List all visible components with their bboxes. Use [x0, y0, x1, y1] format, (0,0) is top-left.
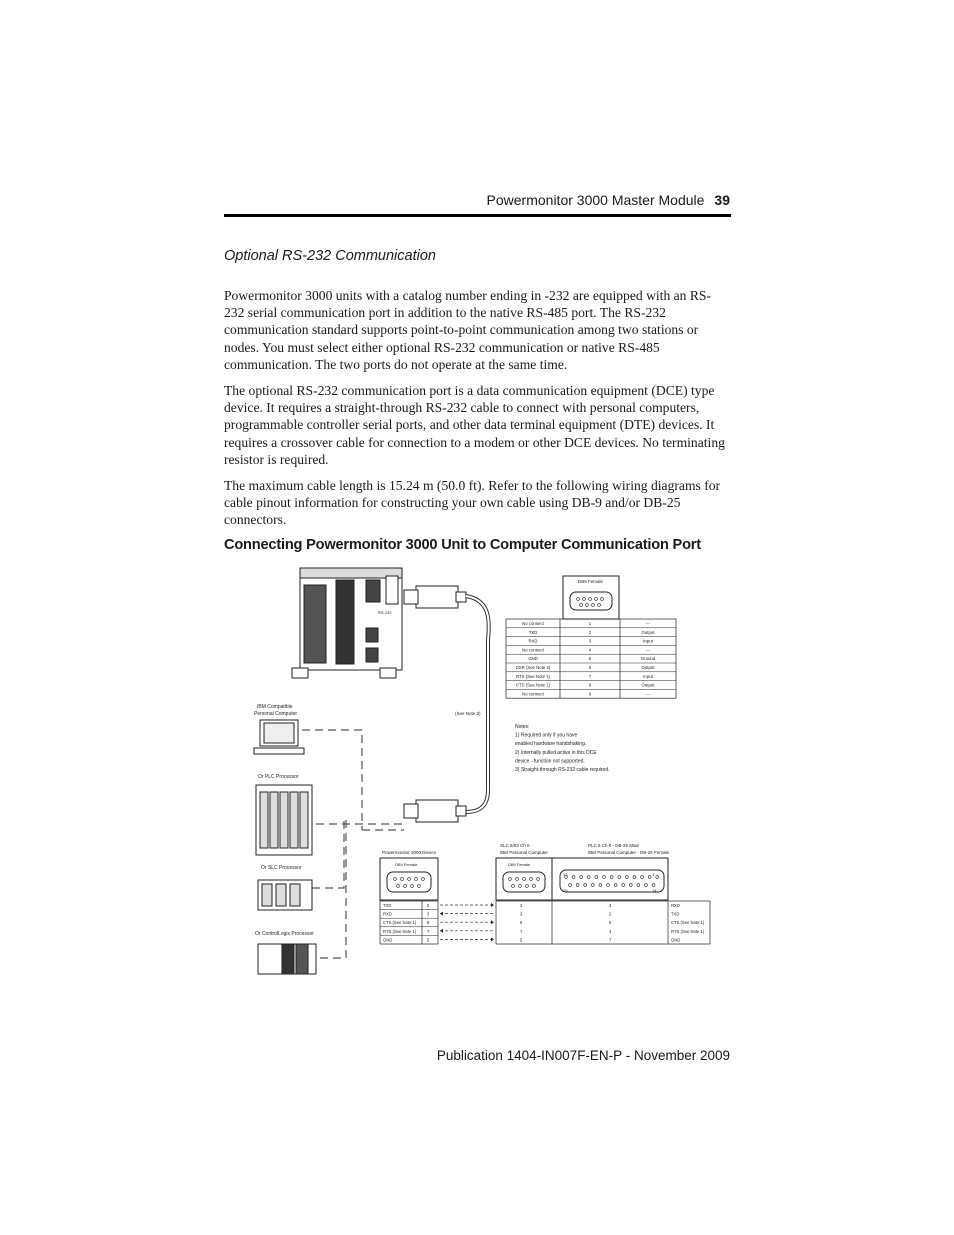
pm3000-pin: 2 — [427, 903, 430, 908]
plc-processor-icon — [256, 785, 312, 855]
db9-pin: 8 — [588, 682, 592, 688]
mid-pin: 5 — [520, 937, 523, 943]
db9-direction: --- — [645, 691, 651, 697]
wire-arrow — [491, 937, 494, 941]
db9-direction: Ground — [640, 656, 656, 662]
plc5-caption: PLC 5 Ch 0 - DB-25 Male — [588, 843, 640, 848]
note-line: 1) Required only if you have — [515, 732, 578, 739]
mid-db9-label: DB9 Female — [508, 862, 531, 867]
db25-pin-14: 14 — [652, 888, 657, 893]
section-title: Optional RS-232 Communication — [224, 248, 436, 264]
db25-signal: TXD — [671, 911, 680, 917]
pm3000-pin: 7 — [427, 928, 430, 934]
top-cable-connector — [404, 586, 466, 608]
db25-signal: CTS (See Note 1) — [671, 920, 705, 926]
db9-top-title: DB9 Female — [578, 579, 604, 584]
note-line: device - function not supported. — [515, 758, 585, 765]
paragraph-3: The maximum cable length is 15.24 m (50.0 ft). Refer to the following wiring diagrams for cable pinout information for constructing your own cable using DB-9 and/or DB-25 connectors. — [224, 478, 721, 528]
rs232-port-label: RS-232 — [378, 610, 392, 615]
pm3000-signal: CTS (See Note 1) — [383, 920, 417, 926]
mid-pin: 2 — [520, 903, 523, 908]
powermonitor-module — [292, 568, 402, 678]
slc-processor-icon — [258, 880, 312, 910]
mid-pin: 7 — [520, 928, 523, 934]
db9-direction: Input — [643, 638, 653, 644]
db25-pin: 3 — [609, 903, 612, 908]
pm3000-caption: Powermonitor 3000 Device — [382, 850, 437, 855]
db25-pin: 5 — [609, 920, 612, 926]
db9-pin: 2 — [588, 629, 592, 635]
note-line: Notes: — [515, 724, 530, 730]
db9-signal: No connect — [522, 647, 544, 653]
paragraph-2: The optional RS-232 communication port is a data communication equipment (DCE) type device. It requires a straight-through RS-232 cable to connect with personal computers, programmable controller serial ports, and other data terminal equipment (DTE) devices. It requires a crossover cable for connection to a modem or other DCE devices. No terminating resistor is required. — [224, 383, 725, 467]
db9-signal: CTS (See Note 1) — [515, 682, 551, 688]
page-number: 39 — [714, 192, 730, 208]
db9-signal: No connect — [522, 691, 544, 697]
wire-arrow — [440, 929, 443, 933]
ibm-pc-label-1: IBM Compatible — [257, 704, 293, 710]
note-line: 3) Straight-through RS-232 cable required. — [515, 767, 610, 773]
db25-pin: 4 — [609, 928, 612, 934]
db9-direction: --- — [645, 621, 651, 626]
pm3000-signal: RTS (See Note 1) — [383, 928, 417, 934]
ibm-pc-caption: IBM Personal Computer — [500, 850, 549, 855]
db25-pin-1: 1 — [652, 872, 655, 877]
note-line: enabled hardware handshaking. — [515, 741, 587, 748]
db25-signal: GND — [671, 937, 681, 943]
bottom-cable-connector — [404, 800, 466, 822]
pm3000-pin: 8 — [427, 920, 430, 926]
diagram-notes — [515, 724, 610, 773]
pm3000-pin-table — [380, 901, 438, 944]
db25-pin-25: 25 — [563, 888, 568, 893]
wire-arrow — [491, 920, 494, 924]
db9-signal: RXD — [528, 638, 538, 644]
pm3000-pin: 5 — [427, 937, 430, 943]
db25-pin: 2 — [609, 911, 612, 917]
diagram-heading: Connecting Powermonitor 3000 Unit to Computer Communication Port — [224, 537, 701, 553]
db9-signal: GND — [528, 656, 538, 662]
pm3000-pin: 3 — [427, 911, 430, 917]
slc-label: Or SLC Processor — [261, 865, 302, 871]
db9-pin: 5 — [588, 656, 592, 662]
pm3000-signal: TXD — [383, 903, 392, 908]
pm3000-signal: GND — [383, 937, 393, 943]
db25-signal: RTS (See Note 1) — [671, 928, 705, 934]
pm3000-signal: RXD — [383, 911, 392, 917]
db25-signal: RXD — [671, 903, 680, 908]
db25-caption: IBM Personal Computer - DB-25 Female — [588, 850, 670, 855]
footer-publication: Publication 1404-IN007F-EN-P - November 2009 — [436, 1048, 730, 1063]
paragraph-1: Powermonitor 3000 units with a catalog number ending in -232 are equipped with an RS-232 serial communication port in addition to the native RS-485 port. The RS-232 communication standard supports point-to-point communication among two stations or nodes. You must select either optional RS-232 communication or native RS-485 communication. The two ports do not operate at the same time. — [224, 288, 712, 372]
plc-label: Or PLC Processor — [258, 774, 299, 780]
db9-direction: Output — [641, 682, 655, 688]
db9-direction: --- — [645, 647, 651, 653]
db25-pin-13: 13 — [563, 872, 568, 877]
db9-direction: Output — [641, 665, 655, 670]
db9-signal: DSR (See Note 2) — [515, 665, 551, 670]
ibm-pc-label-2: Personal Computer — [254, 711, 298, 717]
header-title: Powermonitor 3000 Master Module — [486, 192, 705, 208]
db9-top-table — [506, 619, 676, 698]
slc-caption: SLC 5/03 Ch 0 — [500, 843, 530, 848]
db9-signal: RTS (See Note 1) — [515, 673, 551, 679]
db9-signal: No connect — [522, 621, 544, 626]
bottom-pin-tables — [440, 901, 710, 944]
db9-direction: Input — [643, 673, 653, 679]
serial-cable — [466, 596, 489, 812]
ibm-pc-icon — [254, 720, 304, 754]
db9-pin: 4 — [588, 647, 592, 653]
mid-pin: 8 — [520, 920, 523, 926]
note-line: 2) Internally pulled active in this DCE — [515, 749, 597, 756]
db9-pin: 9 — [588, 691, 592, 697]
pm3000-db9-label: DB9 Female — [395, 862, 418, 867]
see-note-3: (See Note 3) — [455, 711, 481, 716]
db9-signal: TXD — [528, 629, 538, 635]
wire-arrow — [440, 912, 443, 916]
wire-arrow — [491, 903, 494, 907]
controllogix-label: Or ControlLogix Processor — [255, 931, 314, 937]
db9-pin: 6 — [588, 665, 592, 670]
mid-pin: 3 — [520, 911, 523, 917]
db9-pin: 7 — [588, 673, 592, 679]
db9-direction: Output — [641, 629, 655, 635]
db9-pin: 3 — [588, 638, 592, 644]
db9-pin: 1 — [588, 621, 592, 626]
db25-pin: 7 — [609, 937, 612, 943]
controllogix-processor-icon — [258, 944, 316, 974]
